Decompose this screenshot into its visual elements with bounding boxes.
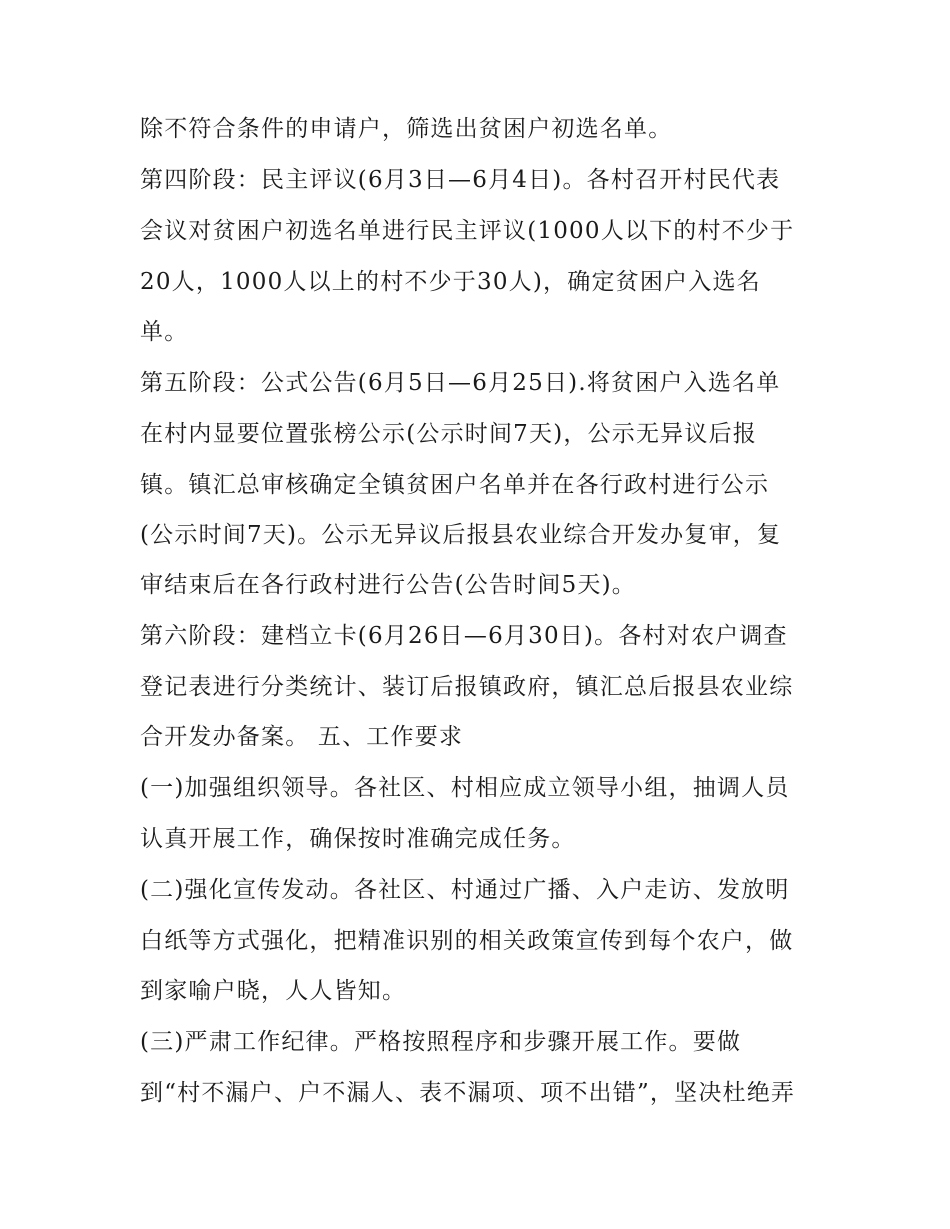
text-line-17: 白纸等方式强化，把精准识别的相关政策宣传到每个农户，做 — [140, 928, 794, 954]
text-line-13: 合开发办备案。 五、工作要求 — [140, 724, 464, 750]
text-line-5: 单。 — [140, 319, 189, 345]
text-line-3: 会议对贫困户初选名单进行民主评议(1000人以下的村不少于 — [140, 218, 795, 244]
text-line-6: 第五阶段：公式公告(6月5日—6月25日).将贫困户入选名单 — [140, 370, 781, 396]
text-line-11: 第六阶段：建档立卡(6月26日—6月30日)。各村对农户调查 — [140, 623, 788, 649]
text-line-7: 在村内显要位置张榜公示(公示时间7天)，公示无异议后报 — [140, 421, 757, 447]
text-line-8: 镇。镇汇总审核确定全镇贫困户名单并在各行政村进行公示 — [140, 472, 770, 498]
text-line-20: 到“村不漏户、户不漏人、表不漏项、项不出错”，坚决杜绝弄 — [140, 1080, 796, 1106]
text-line-19: (三)严肃工作纪律。严格按照程序和步骤开展工作。要做 — [140, 1029, 742, 1055]
text-line-18: 到家喻户晓，人人皆知。 — [140, 978, 407, 1004]
text-line-4: 20人，1000人以上的村不少于30人)，确定贫困户入选名 — [140, 269, 761, 295]
text-line-2: 第四阶段：民主评议(6月3日—6月4日)。各村召开村民代表 — [140, 167, 781, 193]
text-line-12: 登记表进行分类统计、装订后报镇政府，镇汇总后报县农业综 — [140, 674, 794, 700]
text-line-16: (二)强化宣传发动。各社区、村通过广播、入户走访、发放明 — [140, 877, 790, 903]
text-line-10: 审结束后在各行政村进行公告(公告时间5天)。 — [140, 572, 636, 598]
text-line-15: 认真开展工作，确保按时准确完成任务。 — [140, 826, 576, 852]
text-line-1: 除不符合条件的申请户，筛选出贫困户初选名单。 — [140, 116, 673, 142]
text-line-14: (一)加强组织领导。各社区、村相应成立领导小组，抽调人员 — [140, 775, 790, 801]
text-line-9: (公示时间7天)。公示无异议后报县农业综合开发办复审，复 — [140, 522, 782, 548]
